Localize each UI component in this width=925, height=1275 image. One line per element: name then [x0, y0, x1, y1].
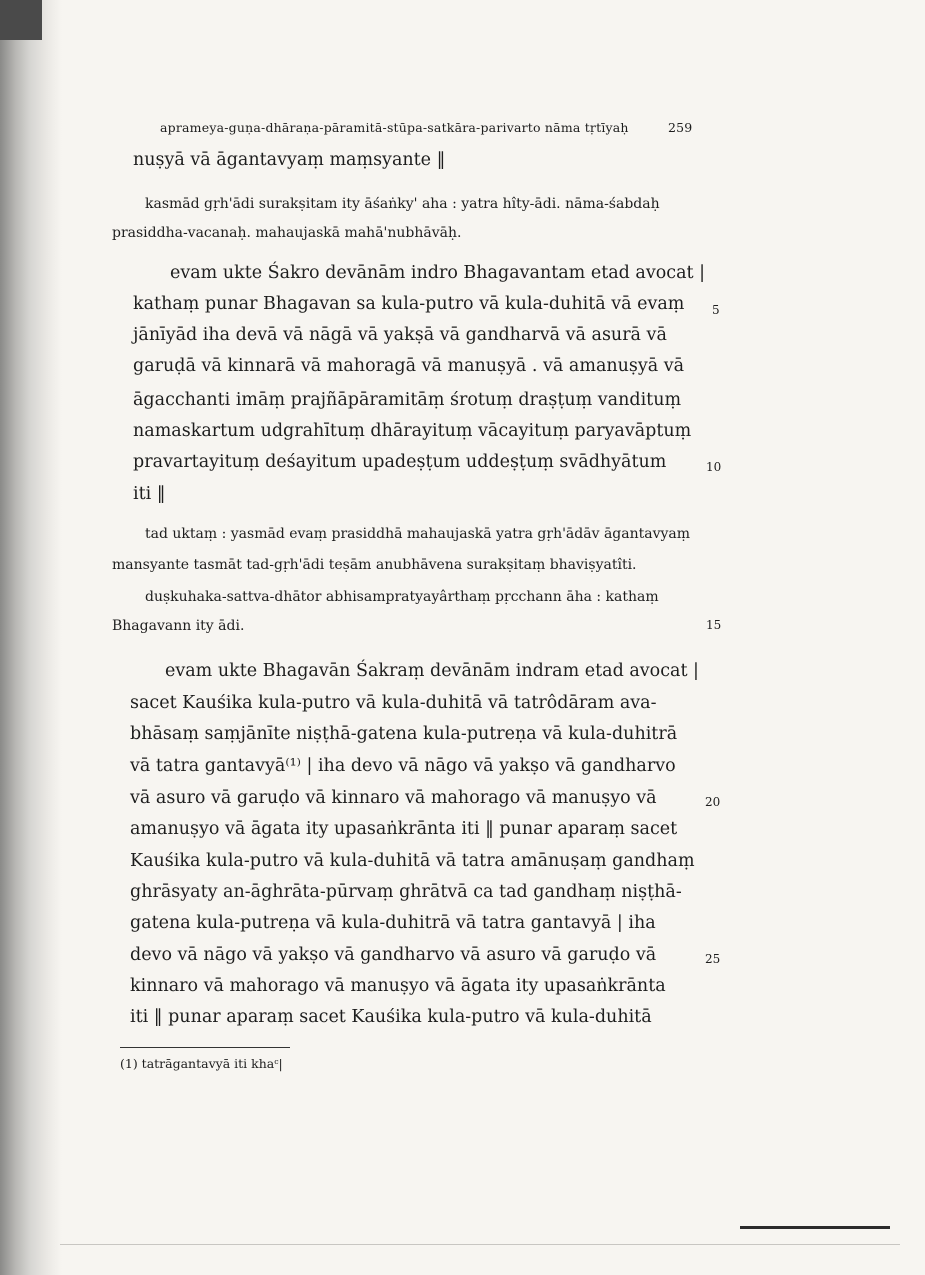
commentary-line: prasiddha-vacanaḥ. mahaujaskā mahā'nubhāvāḥ.: [112, 225, 462, 241]
text-line: bhāsaṃ saṃjānīte niṣṭhā-gatena kula-putreṇa vā kula-duhitrā: [130, 724, 678, 744]
page-number: 259: [668, 120, 693, 135]
text-line: ghrāsyaty an-āghrāta-pūrvaṃ ghrātvā ca tad gandhaṃ niṣṭhā-: [130, 882, 682, 902]
line-number: 10: [706, 460, 722, 474]
text-line: namaskartum udgrahītuṃ dhārayituṃ vācayituṃ paryavāptuṃ: [133, 421, 692, 441]
text-line: iti ‖ punar aparaṃ sacet Kauśika kula-putro vā kula-duhitā: [130, 1007, 652, 1027]
line-number: 15: [706, 618, 722, 632]
text-line: kathaṃ punar Bhagavan sa kula-putro vā kula-duhitā vā evaṃ: [133, 294, 685, 314]
commentary-line: Bhagavann ity ādi.: [112, 618, 245, 634]
text-line: iti ‖: [133, 484, 166, 504]
text-line: pravartayituṃ deśayitum upadeṣṭum uddeṣṭuṃ svādhyātum: [133, 452, 667, 472]
text-line: Kauśika kula-putro vā kula-duhitā vā tatra amānuṣaṃ gandhaṃ: [130, 851, 695, 871]
footnote: (1) tatrāgantavyā iti khaᶜ|: [120, 1056, 283, 1071]
text-line: evam ukte Bhagavān Śakraṃ devānām indram etad avocat |: [165, 661, 699, 681]
commentary-line: duṣkuhaka-sattva-dhātor abhisampratyayârthaṃ pṛcchann āha : kathaṃ: [145, 589, 659, 605]
scan-edge-line: [740, 1226, 890, 1229]
page-edge-line: [60, 1244, 900, 1245]
text-line: vā tatra gantavyā⁽¹⁾ | iha devo vā nāgo vā yakṣo vā gandharvo: [130, 756, 676, 776]
text-line: jānīyād iha devā vā nāgā vā yakṣā vā gandharvā vā asurā vā: [133, 325, 667, 345]
book-binding-shadow: [0, 0, 62, 1275]
line-number: 5: [712, 303, 720, 317]
line-number: 25: [705, 952, 721, 966]
text-line: sacet Kauśika kula-putro vā kula-duhitā vā tatrôdāram ava-: [130, 693, 657, 713]
text-line: garuḍā vā kinnarā vā mahoragā vā manuṣyā . vā amanuṣyā vā: [133, 356, 685, 376]
text-line: āgacchanti imāṃ prajñāpāramitāṃ śrotuṃ draṣṭuṃ vandituṃ: [133, 390, 682, 410]
scan-corner-mark: [0, 0, 42, 40]
text-line: nuṣyā vā āgantavyaṃ maṃsyante ‖: [133, 150, 446, 170]
footnote-rule: [120, 1047, 290, 1048]
line-number: 20: [705, 795, 721, 809]
running-title: aprameya-guṇa-dhāraṇa-pāramitā-stūpa-satkāra-parivarto nāma tṛtīyaḥ: [160, 120, 629, 135]
text-line: devo vā nāgo vā yakṣo vā gandharvo vā asuro vā garuḍo vā: [130, 945, 657, 965]
text-line: kinnaro vā mahorago vā manuṣyo vā āgata ity upasaṅkrānta: [130, 976, 666, 996]
commentary-line: kasmād gṛh'ādi surakṣitam ity āśaṅky' aha : yatra hîty-ādi. nāma-śabdaḥ: [145, 196, 660, 212]
text-line: amanuṣyo vā āgata ity upasaṅkrānta iti ‖ punar aparaṃ sacet: [130, 819, 678, 839]
commentary-line: tad uktaṃ : yasmād evaṃ prasiddhā mahaujaskā yatra gṛh'ādāv āgantavyaṃ: [145, 526, 691, 542]
text-line: gatena kula-putreṇa vā kula-duhitrā vā tatra gantavyā | iha: [130, 913, 656, 933]
commentary-line: mansyante tasmāt tad-gṛh'ādi teṣām anubhāvena surakṣitaṃ bhaviṣyatîti.: [112, 557, 637, 573]
text-line: evam ukte Śakro devānām indro Bhagavantam etad avocat |: [170, 263, 706, 283]
text-line: vā asuro vā garuḍo vā kinnaro vā mahorago vā manuṣyo vā: [130, 788, 657, 808]
